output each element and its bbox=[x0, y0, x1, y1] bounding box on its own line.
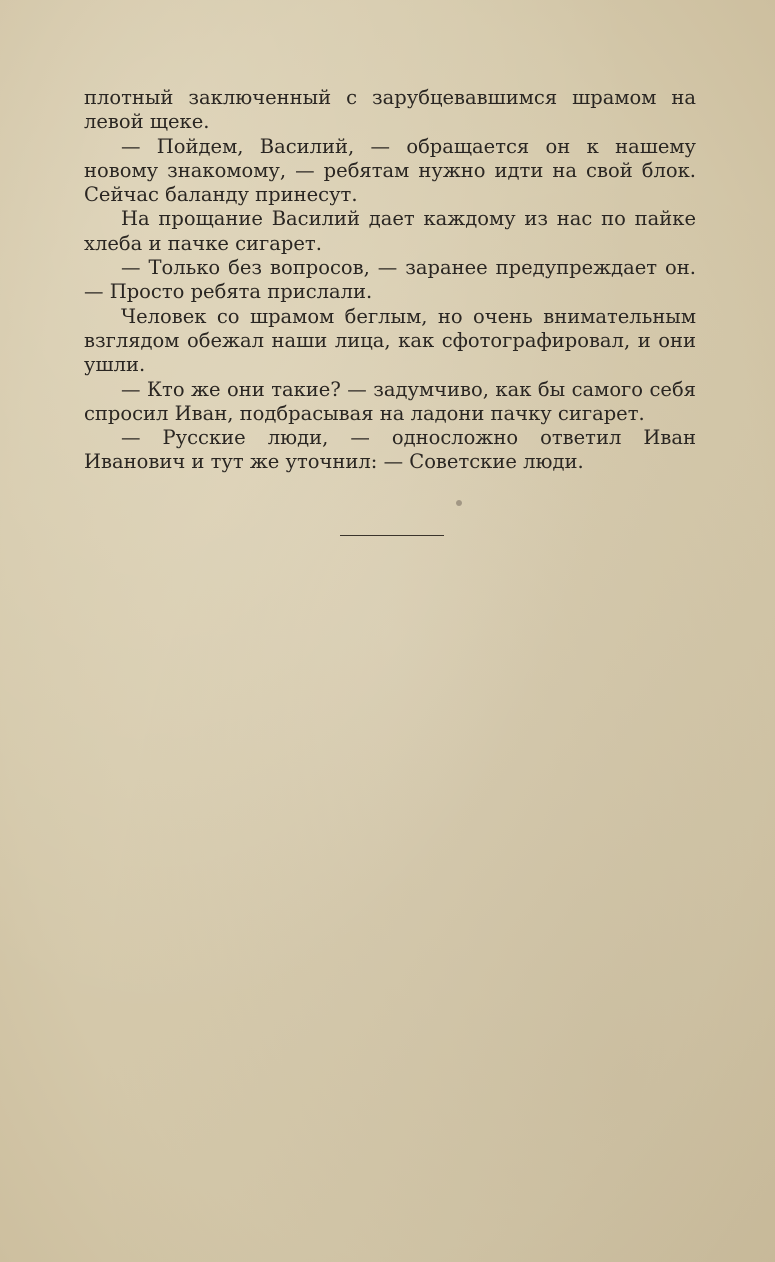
paragraph-5: Человек со шрамом беглым, но очень внимательным взглядом обежал наши лица, как сфотографировал, и они ушли. bbox=[84, 304, 696, 377]
paragraph-2: — Пойдем, Василий, — обращается он к нашему новому знакомому, — ребятам нужно идти на свой блок. Сейчас баланду принесут. bbox=[84, 134, 696, 207]
paragraph-7: — Русские люди, — односложно ответил Иван Иванович и тут же уточнил: — Советские люди. bbox=[84, 426, 696, 474]
text-body bbox=[84, 86, 696, 475]
end-rule-divider bbox=[340, 535, 444, 536]
paper-speck bbox=[456, 500, 462, 506]
paragraph-6: — Кто же они такие? — задумчиво, как бы самого себя спросил Иван, подбрасывая на ладони пачку сигарет. bbox=[84, 377, 696, 425]
paragraph-3: На прощание Василий дает каждому из нас по пайке хлеба и пачке сигарет. bbox=[84, 207, 696, 255]
paragraph-1: плотный заключенный с зарубцевавшимся шрамом на левой щеке. bbox=[84, 86, 696, 134]
paragraph-4: — Только без вопросов, — заранее предупреждает он. — Просто ребята прислали. bbox=[84, 256, 696, 304]
